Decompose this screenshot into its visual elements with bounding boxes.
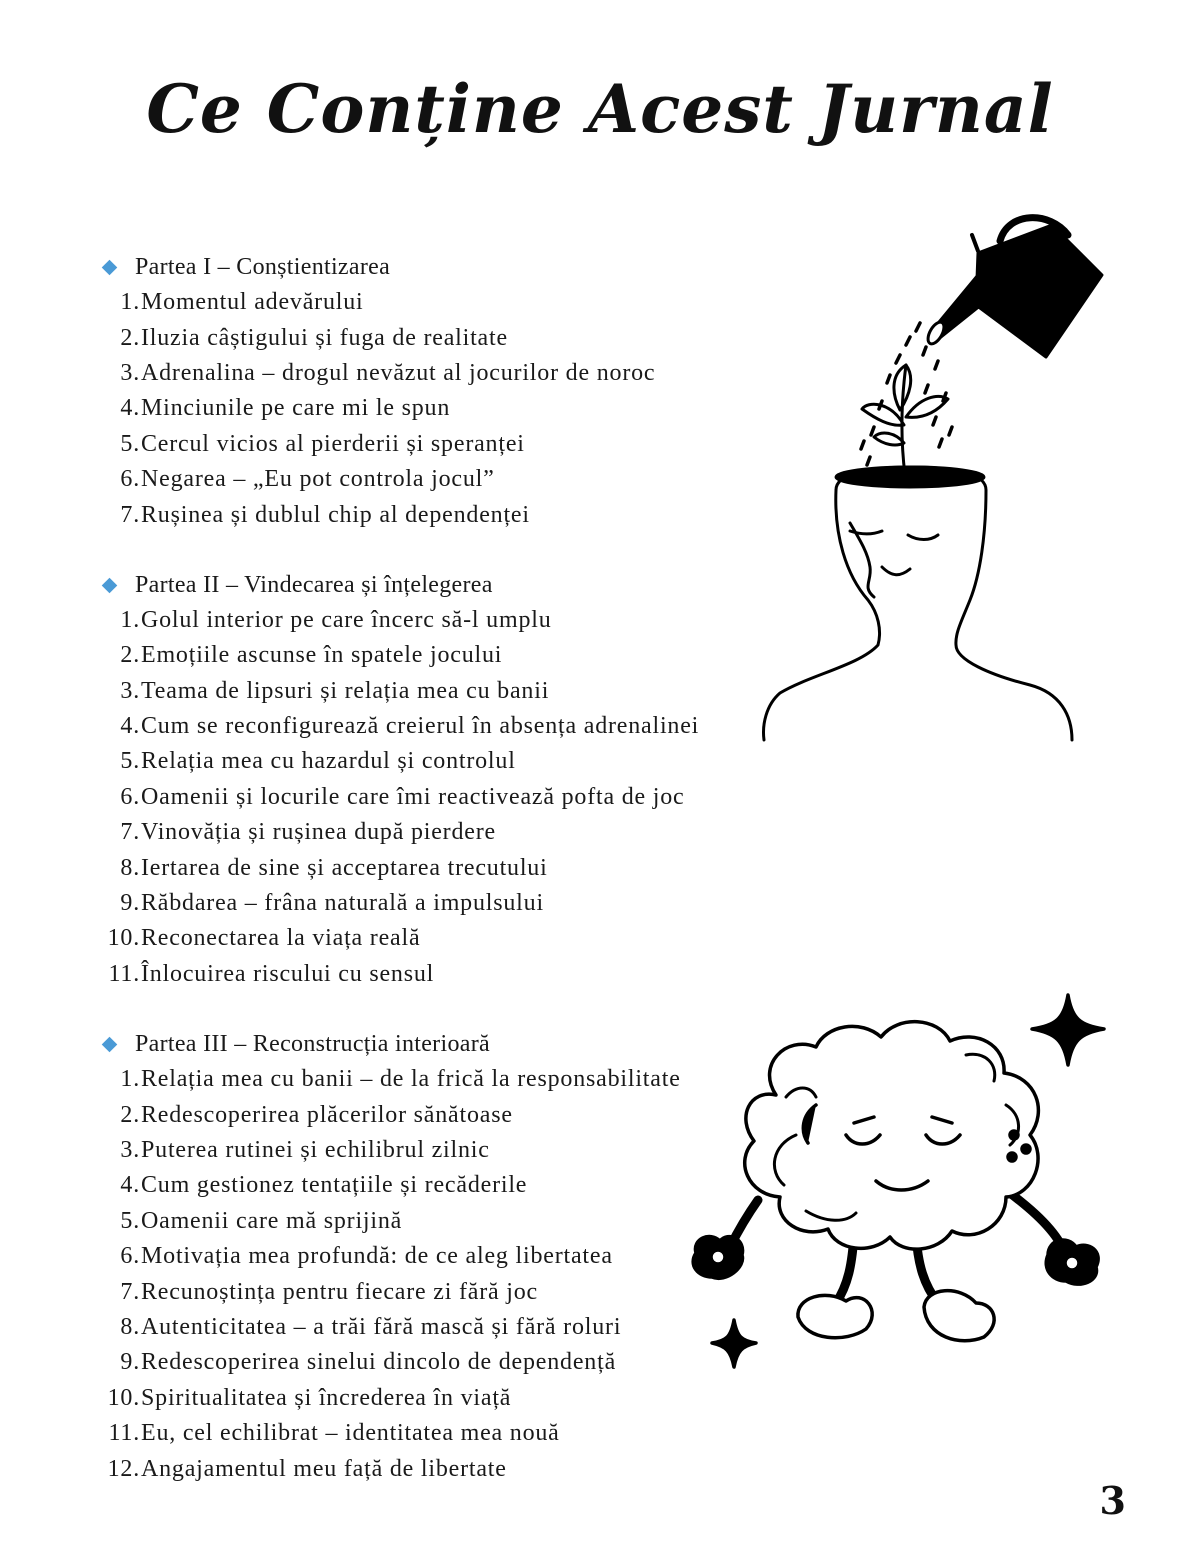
item-text: Reconectarea la viața reală xyxy=(141,925,421,952)
item-number: 1. xyxy=(120,289,140,316)
list-item xyxy=(100,886,800,921)
item-text: Emoțiile ascunse în spatele jocului xyxy=(141,642,503,669)
list-item xyxy=(100,815,800,850)
item-number: 3. xyxy=(120,359,140,386)
item-number: 9. xyxy=(120,1349,140,1376)
diamond-bullet-icon xyxy=(102,1037,118,1053)
section-heading-text: Partea II – Vindecarea și înțelegerea xyxy=(135,571,493,598)
sparkle-icon xyxy=(712,1320,756,1367)
list-item xyxy=(100,497,800,532)
item-number: 4. xyxy=(120,713,140,740)
section-heading xyxy=(100,250,800,285)
item-number: 4. xyxy=(120,395,140,422)
diamond-bullet-icon xyxy=(102,260,118,276)
list-item xyxy=(100,356,800,391)
item-number: 4. xyxy=(120,1172,140,1199)
section-heading-text: Partea III – Reconstrucția interioară xyxy=(135,1031,490,1058)
list-item xyxy=(100,320,800,355)
water-drops-icon xyxy=(861,323,952,465)
list-item xyxy=(100,1451,800,1486)
item-number: 10. xyxy=(107,1384,140,1411)
section-heading-text: Partea I – Conștientizarea xyxy=(135,254,391,280)
item-text: Redescoperirea plăcerilor sănătoase xyxy=(141,1101,513,1128)
item-text: Minciunile pe care mi le spun xyxy=(141,395,451,422)
item-number: 6. xyxy=(120,466,140,493)
item-text: Iluzia câștigului și fuga de realitate xyxy=(141,324,508,351)
item-number: 1. xyxy=(120,606,140,633)
item-number: 12. xyxy=(107,1455,140,1482)
item-text: Angajamentul meu față de libertate xyxy=(141,1455,507,1482)
watering-can-icon xyxy=(925,218,1102,357)
item-number: 7. xyxy=(120,501,140,528)
item-text: Răbdarea – frâna naturală a impulsului xyxy=(141,890,544,917)
list-item xyxy=(100,780,800,815)
list-item xyxy=(100,709,800,744)
item-text: Spiritualitatea și încrederea în viață xyxy=(141,1384,512,1411)
section-items xyxy=(100,285,800,533)
list-item xyxy=(100,921,800,956)
item-text: Puterea rutinei și echilibrul zilnic xyxy=(141,1137,490,1163)
item-text: Eu, cel echilibrat – identitatea mea nouă xyxy=(141,1420,560,1447)
item-number: 8. xyxy=(120,1313,140,1340)
item-text: Autenticitatea – a trăi fără mască și fără roluri xyxy=(141,1313,622,1340)
section-part-1 xyxy=(100,250,800,533)
section-part-2 xyxy=(100,568,800,992)
item-text: Momentul adevărului xyxy=(141,289,364,316)
item-number: 8. xyxy=(120,854,140,881)
item-text: Înlocuirea riscului cu sensul xyxy=(141,960,435,987)
list-item xyxy=(100,285,800,320)
item-number: 9. xyxy=(120,890,140,917)
meditating-brain-character-illustration xyxy=(676,985,1126,1405)
watering-can-plant-head-illustration xyxy=(750,205,1110,745)
list-item xyxy=(100,744,800,779)
item-text: Negarea – „Eu pot controla jocul” xyxy=(141,466,495,493)
item-number: 5. xyxy=(120,748,140,775)
page-title: Ce Conține Acest Jurnal xyxy=(146,70,1054,148)
item-text: Oamenii care mă sprijină xyxy=(141,1207,403,1234)
item-number: 10. xyxy=(107,925,140,952)
item-text: Oamenii și locurile care îmi reactivează pofta de joc xyxy=(141,783,685,810)
item-number: 5. xyxy=(120,430,140,457)
item-number: 11. xyxy=(108,960,140,987)
item-text: Rușinea și dublul chip al dependenței xyxy=(141,501,530,528)
item-number: 5. xyxy=(120,1207,140,1234)
list-item xyxy=(100,674,800,709)
list-item xyxy=(100,638,800,673)
item-text: Teama de lipsuri și relația mea cu banii xyxy=(141,677,550,704)
head-outline-icon xyxy=(764,467,1072,740)
list-item xyxy=(100,391,800,426)
list-item xyxy=(100,1416,800,1451)
list-item xyxy=(100,603,800,638)
item-number: 11. xyxy=(108,1420,140,1447)
item-text: Redescoperirea sinelui dincolo de dependență xyxy=(141,1349,617,1376)
item-number: 3. xyxy=(120,677,140,704)
item-number: 2. xyxy=(120,1101,140,1128)
item-text: Vinovăția și rușinea după pierdere xyxy=(141,819,496,846)
item-text: Cercul vicios al pierderii și speranței xyxy=(141,430,525,457)
item-number: 7. xyxy=(120,1278,140,1305)
list-item xyxy=(100,850,800,885)
item-text: Relația mea cu banii – de la frică la responsabilitate xyxy=(141,1066,681,1093)
page-number: 3 xyxy=(1099,1478,1126,1523)
diamond-bullet-icon xyxy=(102,577,118,593)
item-number: 3. xyxy=(120,1137,140,1163)
section-items xyxy=(100,603,800,992)
list-item xyxy=(100,427,800,462)
item-text: Relația mea cu hazardul și controlul xyxy=(141,748,516,775)
item-number: 2. xyxy=(120,642,140,669)
item-number: 7. xyxy=(120,819,140,846)
item-number: 1. xyxy=(120,1066,140,1093)
item-number: 2. xyxy=(120,324,140,351)
item-text: Iertarea de sine și acceptarea trecutului xyxy=(141,854,548,881)
item-text: Cum gestionez tentațiile și recăderile xyxy=(141,1172,528,1199)
section-heading xyxy=(100,568,800,603)
item-text: Recunoștința pentru fiecare zi fără joc xyxy=(141,1278,539,1305)
item-text: Cum se reconfigurează creierul în absența adrenalinei xyxy=(141,713,700,740)
item-number: 6. xyxy=(120,1243,140,1270)
item-text: Motivația mea profundă: de ce aleg libertatea xyxy=(141,1243,613,1270)
item-text: Golul interior pe care încerc să-l umplu xyxy=(141,606,552,633)
item-number: 6. xyxy=(120,783,140,810)
item-text: Adrenalina – drogul nevăzut al jocurilor de noroc xyxy=(141,359,656,386)
sparkle-icon xyxy=(1032,995,1104,1065)
list-item xyxy=(100,462,800,497)
